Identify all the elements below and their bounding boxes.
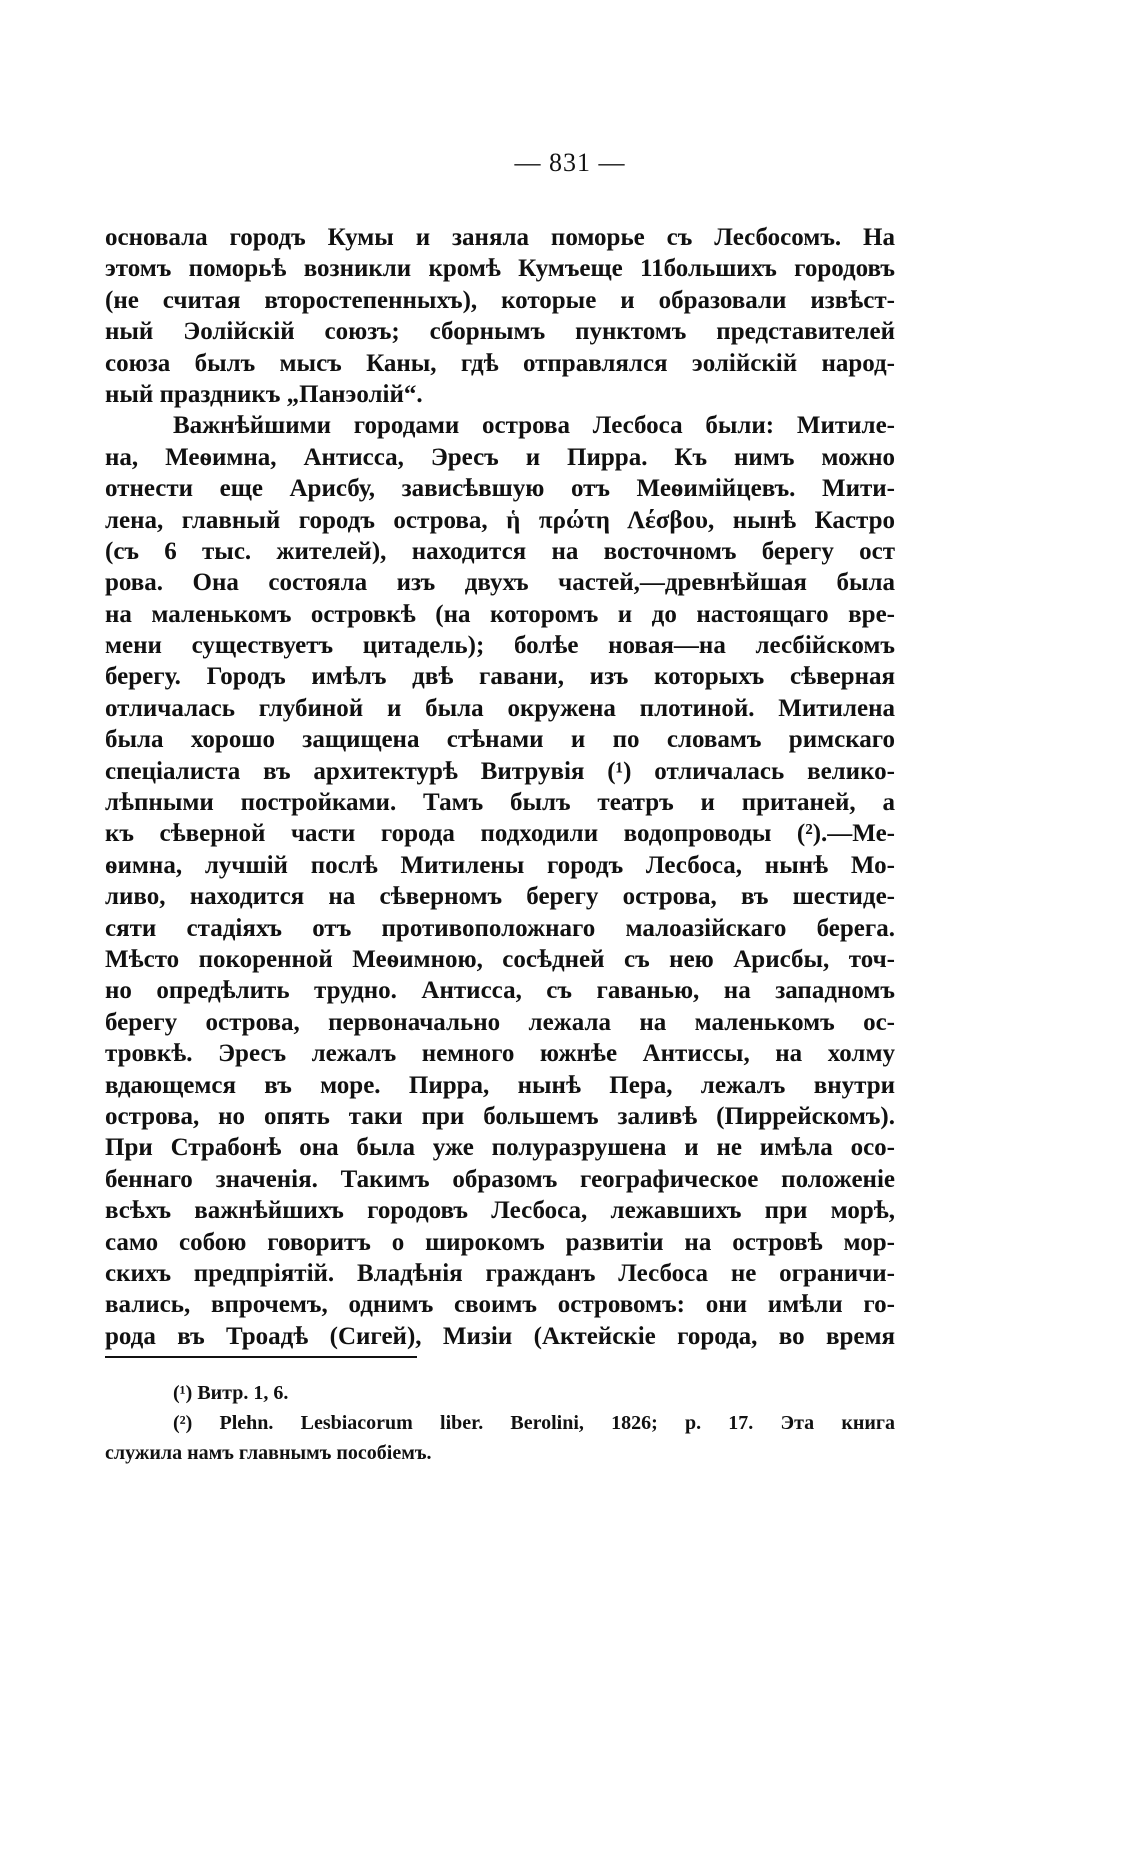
text-line: была хорошо защищена стѣнами и по словамъ римскаго	[105, 726, 895, 754]
footnote-1: (¹) Витр. 1, 6.	[173, 1382, 289, 1404]
text-line: рода въ Троадѣ (Сигей), Мизіи (Актейскіе города, во время	[105, 1322, 895, 1350]
paragraph-first-line: Важнѣйшими городами острова Лесбоса были: Митиле-	[173, 412, 895, 440]
text-line: вались, впрочемъ, однимъ своимъ островомъ: они имѣли го-	[105, 1291, 895, 1319]
text-line: При Страбонѣ она была уже полуразрушена и не имѣла осо-	[105, 1134, 895, 1162]
text-line: на, Меѳимна, Антисса, Эресъ и Пирра. Къ нимъ можно	[105, 443, 895, 471]
text-line: скихъ предпріятій. Владѣнія гражданъ Лесбоса не ограничи-	[105, 1259, 895, 1287]
text-line: само собою говоритъ о широкомъ развитіи на островѣ мор-	[105, 1228, 895, 1256]
text-line: отнести еще Арисбу, зависѣвшую отъ Меѳимійцевъ. Мити-	[105, 475, 895, 503]
text-line: рова. Она состояла изъ двухъ частей,—древнѣйшая была	[105, 569, 895, 597]
text-line: вдающемся въ море. Пирра, нынѣ Пера, лежалъ внутри	[105, 1071, 895, 1099]
text-line: этомъ поморьѣ возникли кромѣ Кумъеще 11большихъ городовъ	[105, 255, 895, 283]
text-line: спеціалиста въ архитектурѣ Витрувія (¹) отличалась велико-	[105, 757, 895, 785]
text-line: лена, главный городъ острова, ἡ πρώτη Λέσβου, нынѣ Кастро	[105, 506, 895, 534]
text-line: ѳимна, лучшій послѣ Митилены городъ Лесбоса, нынѣ Мо-	[105, 851, 895, 879]
body-text	[105, 222, 895, 1352]
text-line: ливо, находится на сѣверномъ берегу острова, въ шестиде-	[105, 883, 895, 911]
text-line: беннаго значенія. Такимъ образомъ географическое положеніе	[105, 1165, 895, 1193]
text-line: на маленькомъ островкѣ (на которомъ и до настоящаго вре-	[105, 600, 895, 628]
text-line: всѣхъ важнѣйшихъ городовъ Лесбоса, лежавшихъ при морѣ,	[105, 1197, 895, 1225]
text-line: ный Эолійскій союзъ; сборнымъ пунктомъ представителей	[105, 318, 895, 346]
text-line: сяти стадіяхъ отъ противоположнаго малоазійскаго берега.	[105, 914, 895, 942]
text-line: (не считая второстепенныхъ), которые и образовали извѣст-	[105, 286, 895, 314]
text-line: тровкѣ. Эресъ лежалъ немного южнѣе Антиссы, на холму	[105, 1040, 895, 1068]
text-line: берегу. Городъ имѣлъ двѣ гавани, изъ которыхъ сѣверная	[105, 663, 895, 691]
text-line: острова, но опять таки при большемъ заливѣ (Пиррейскомъ).	[105, 1102, 895, 1130]
page-number: — 831 —	[514, 148, 626, 177]
text-line: мени существуетъ цитадель); болѣе новая—на лесбійскомъ	[105, 632, 895, 660]
text-line: Мѣсто покоренной Меѳимною, сосѣдней съ нею Арисбы, точ-	[105, 945, 895, 973]
footnotes	[105, 1378, 895, 1468]
text-line: отличалась глубиной и была окружена плотиной. Митилена	[105, 694, 895, 722]
text-line: берегу острова, первоначально лежала на маленькомъ ос-	[105, 1008, 895, 1036]
text-line: но опредѣлить трудно. Антисса, съ гаванью, на западномъ	[105, 977, 895, 1005]
text-line: лѣпными постройками. Тамъ былъ театръ и пританей, а	[105, 789, 895, 817]
footnote-2: (²) Plehn. Lesbiacorum liber. Berolini, 1826; p. 17. Эта книга	[173, 1412, 895, 1434]
text-line: (съ 6 тыс. жителей), находится на восточномъ берегу ост	[105, 537, 895, 565]
footnote-2-continuation: служила намъ главнымъ пособіемъ.	[105, 1442, 432, 1464]
text-line: союза былъ мысъ Каны, гдѣ отправлялся эолійскій народ-	[105, 349, 895, 377]
footnote-divider	[105, 1356, 417, 1358]
text-line: къ сѣверной части города подходили водопроводы (²).—Ме-	[105, 820, 895, 848]
text-line: ный праздникъ „Панэолій“.	[105, 380, 423, 408]
text-line: основала городъ Кумы и заняла поморье съ Лесбосомъ. На	[105, 224, 895, 251]
